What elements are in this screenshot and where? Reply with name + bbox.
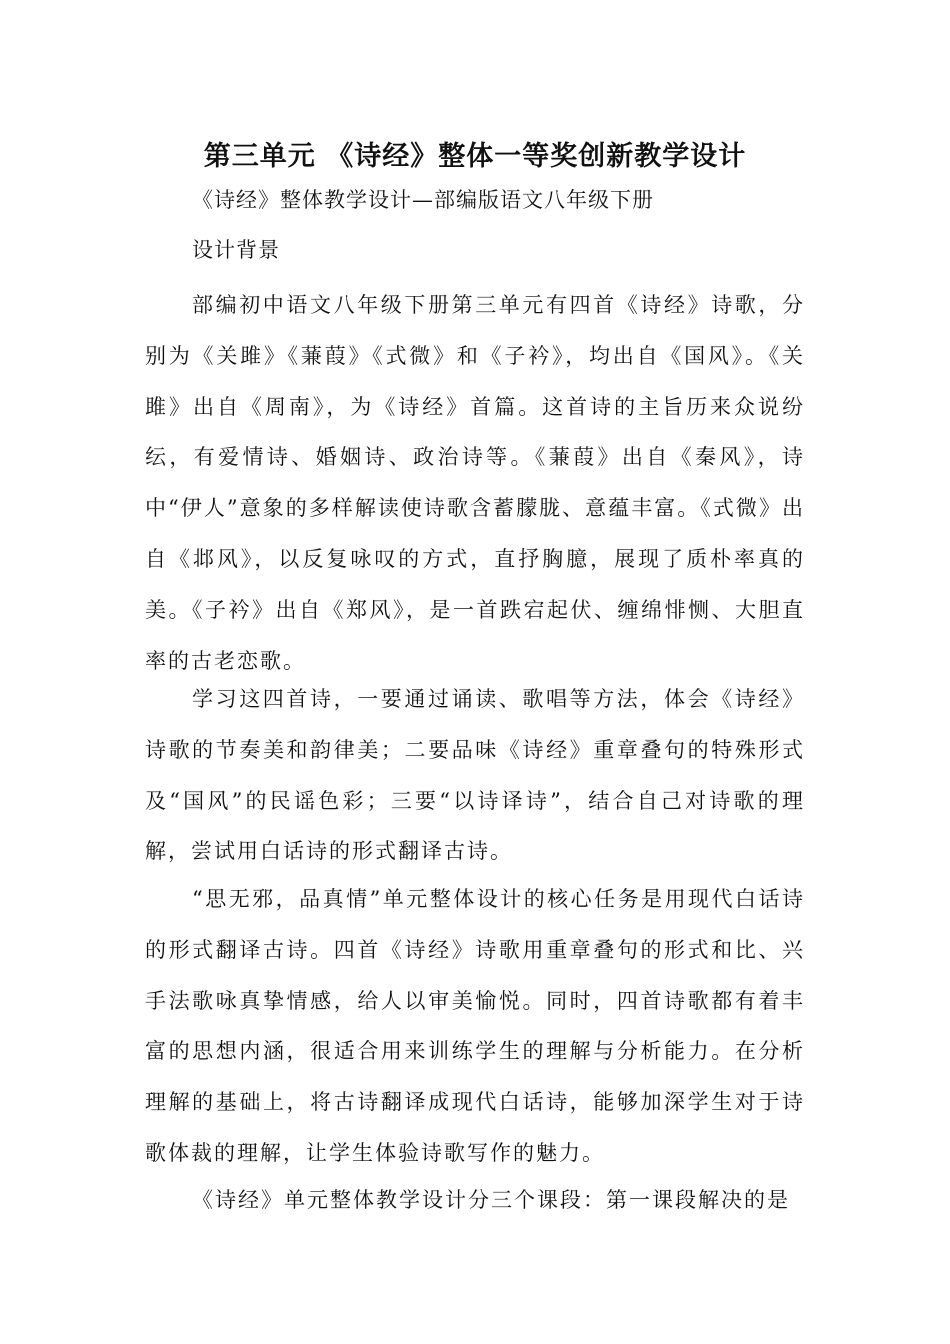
document-subtitle: 《诗经》整体教学设计—部编版语文八年级下册 [192, 188, 654, 212]
document-title: 第三单元 《诗经》整体一等奖创新教学设计 [203, 141, 747, 172]
body-paragraph: 部编初中语文八年级下册第三单元有四首《诗经》诗歌，分别为《关雎》《蒹葭》《式微》和《子衿》，均出自《国风》。《关雎》出自《周南》，为《诗经》首篇。这首诗的主旨历来众说纷纭，有爱情诗、婚姻诗、政治诗等。《蒹葭》出自《秦风》，诗中“伊人”意象的多样解读使诗歌含蓄朦胧、意蕴丰富。《式微》出自《邶风》，以反复咏叹的方式，直抒胸臆，展现了质朴率真的美。《子衿》出自《郑风》，是一首跌宕起伏、缠绵悱恻、大胆直率的古老恋歌。 [145, 293, 805, 673]
body-paragraph: 学习这四首诗，一要通过诵读、歌唱等方法，体会《诗经》诗歌的节奏美和韵律美；二要品味《诗经》重章叠句的特殊形式及“国风”的民谣色彩；三要“以诗译诗”，结合自己对诗歌的理解，尝试用白话诗的形式翻译古诗。 [145, 687, 805, 864]
body-paragraph: “思无邪，品真情”单元整体设计的核心任务是用现代白话诗的形式翻译古诗。四首《诗经》诗歌用重章叠句的形式和比、兴手法歌咏真挚情感，给人以审美愉悦。同时，四首诗歌都有着丰富的思想内涵，很适合用来训练学生的理解与分析能力。在分析理解的基础上，将古诗翻译成现代白话诗，能够加深学生对于诗歌体裁的理解，让学生体验诗歌写作的魅力。 [145, 887, 805, 1165]
body-paragraph: 《诗经》单元整体教学设计分三个课段：第一课段解决的是 [192, 1188, 790, 1212]
section-heading: 设计背景 [192, 238, 280, 262]
